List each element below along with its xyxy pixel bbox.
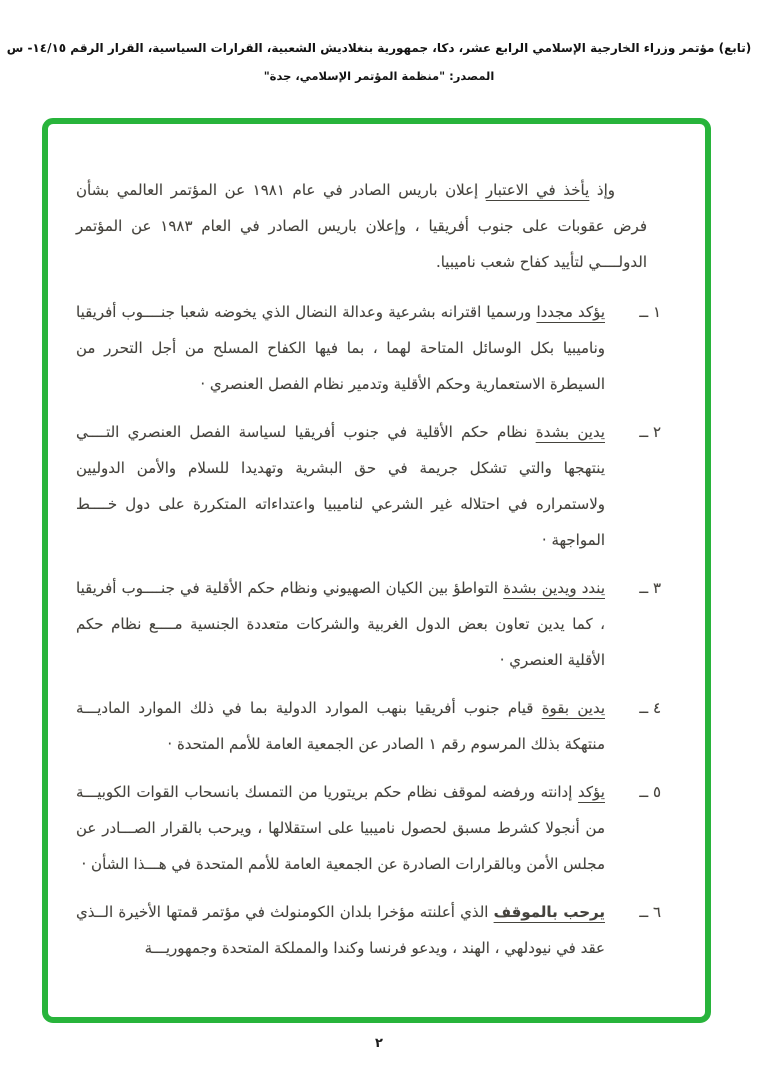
- scanned-document-body: [48, 124, 705, 1017]
- item-number: ٤ ــ: [639, 699, 661, 717]
- item-rest: إدانته ورفضه لموقف نظام حكم بريتوريا من التمسك بانسحاب القوات الكوبيـــة من أنجولا كشرط مسبق لحصول ناميبيا على استقلالها ، ويرحب بالقرار الصـــادر عن مجلس الأمن وبالقرارات الصادرة عن الجمعية العامة للأمم المتحدة في هـــذا الشأن ·: [76, 783, 605, 873]
- item-number: ١ ــ: [639, 303, 661, 321]
- resolution-item-6: [76, 894, 661, 966]
- item-lead: يدين بشدة: [535, 423, 605, 441]
- item-number: ٦ ــ: [639, 903, 661, 921]
- resolution-item-1: [76, 294, 661, 402]
- item-lead: يؤكد: [578, 783, 605, 801]
- item-text: [76, 414, 605, 558]
- item-rest: ورسميا اقترانه بشرعية وعدالة النضال الذي يخوضه شعبا جنــــوب أفريقيا وناميبيا بكل الوسائل المتاحة لهما ، بما فيها الكفاح المسلح من أجل التحرر من السيطرة الاستعمارية وحكم الأقلية وتدمير نظام الفصل العنصري ·: [76, 303, 605, 393]
- item-number: ٥ ــ: [639, 783, 661, 801]
- item-rest: التواطؤ بين الكيان الصهيوني ونظام حكم الأقلية في جنــــوب أفريقيا ، كما يدين تعاون بعض الدول الغربية والشركات متعددة الجنسية مــــع نظام حكم الأقلية العنصري ·: [76, 579, 605, 669]
- resolution-item-3: [76, 570, 661, 678]
- item-text: [76, 294, 605, 402]
- item-lead: يدين بقوة: [541, 699, 605, 717]
- intro-lead: يأخذ في الاعتبار: [485, 181, 590, 199]
- item-rest: نظام حكم الأقلية في جنوب أفريقيا لسياسة الفصل العنصري التــــي ينتهجها والتي تشكل جريمة في حق البشرية وتهديدا للسلام والأمن الدوليين ولاستمراره في احتلاله غير الشرعي لناميبيا واعتداءاته المتكررة على دول خــــط المواجهة ·: [76, 423, 605, 549]
- document-frame: [42, 118, 711, 1023]
- page-header: [0, 40, 758, 84]
- item-text: [76, 894, 605, 966]
- item-text: [76, 570, 605, 678]
- resolution-intro: [76, 172, 647, 280]
- item-text: [76, 774, 605, 882]
- item-number: ٣ ــ: [639, 579, 661, 597]
- resolution-item-5: [76, 774, 661, 882]
- intro-rest: إعلان باريس الصادر في عام ١٩٨١ عن المؤتمر العالمي بشأن فرض عقوبات على جنوب أفريقيا ، وإعلان باريس الصادر في العام ١٩٨٣ عن المؤتمر الدولــــي لتأييد كفاح شعب ناميبيا.: [76, 181, 648, 271]
- intro-pre: وإذ: [589, 181, 616, 199]
- item-lead: يرحب بالموقف: [493, 903, 605, 921]
- item-text: [76, 690, 605, 762]
- header-title-line: (تابع) مؤتمر وزراء الخارجية الإسلامي الرابع عشر، دكا، جمهورية بنغلاديش الشعبية، القرارات السياسية، القرار الرقم ١٤/١٥- س: [6, 41, 752, 55]
- item-number: ٢ ــ: [639, 423, 661, 441]
- item-lead: يندد ويدين بشدة: [503, 579, 605, 597]
- resolution-item-4: [76, 690, 661, 762]
- resolution-item-2: [76, 414, 661, 558]
- header-source-line: المصدر: "منظمة المؤتمر الإسلامي، جدة": [263, 69, 495, 83]
- item-rest: الذي أعلنته مؤخرا بلدان الكومنولث في مؤتمر قمتها الأخيرة الــذي عقد في نيودلهي ، الهند ، ويدعو فرنسا وكندا والمملكة المتحدة وجمهوريـــة: [76, 903, 605, 957]
- page-number: ٢: [375, 1036, 383, 1051]
- item-rest: قيام جنوب أفريقيا بنهب الموارد الدولية بما في ذلك الموارد الماديـــة منتهكة بذلك المرسوم رقم ١ الصادر عن الجمعية العامة للأمم المتحدة ·: [76, 699, 605, 753]
- item-lead: يؤكد مجددا: [536, 303, 605, 321]
